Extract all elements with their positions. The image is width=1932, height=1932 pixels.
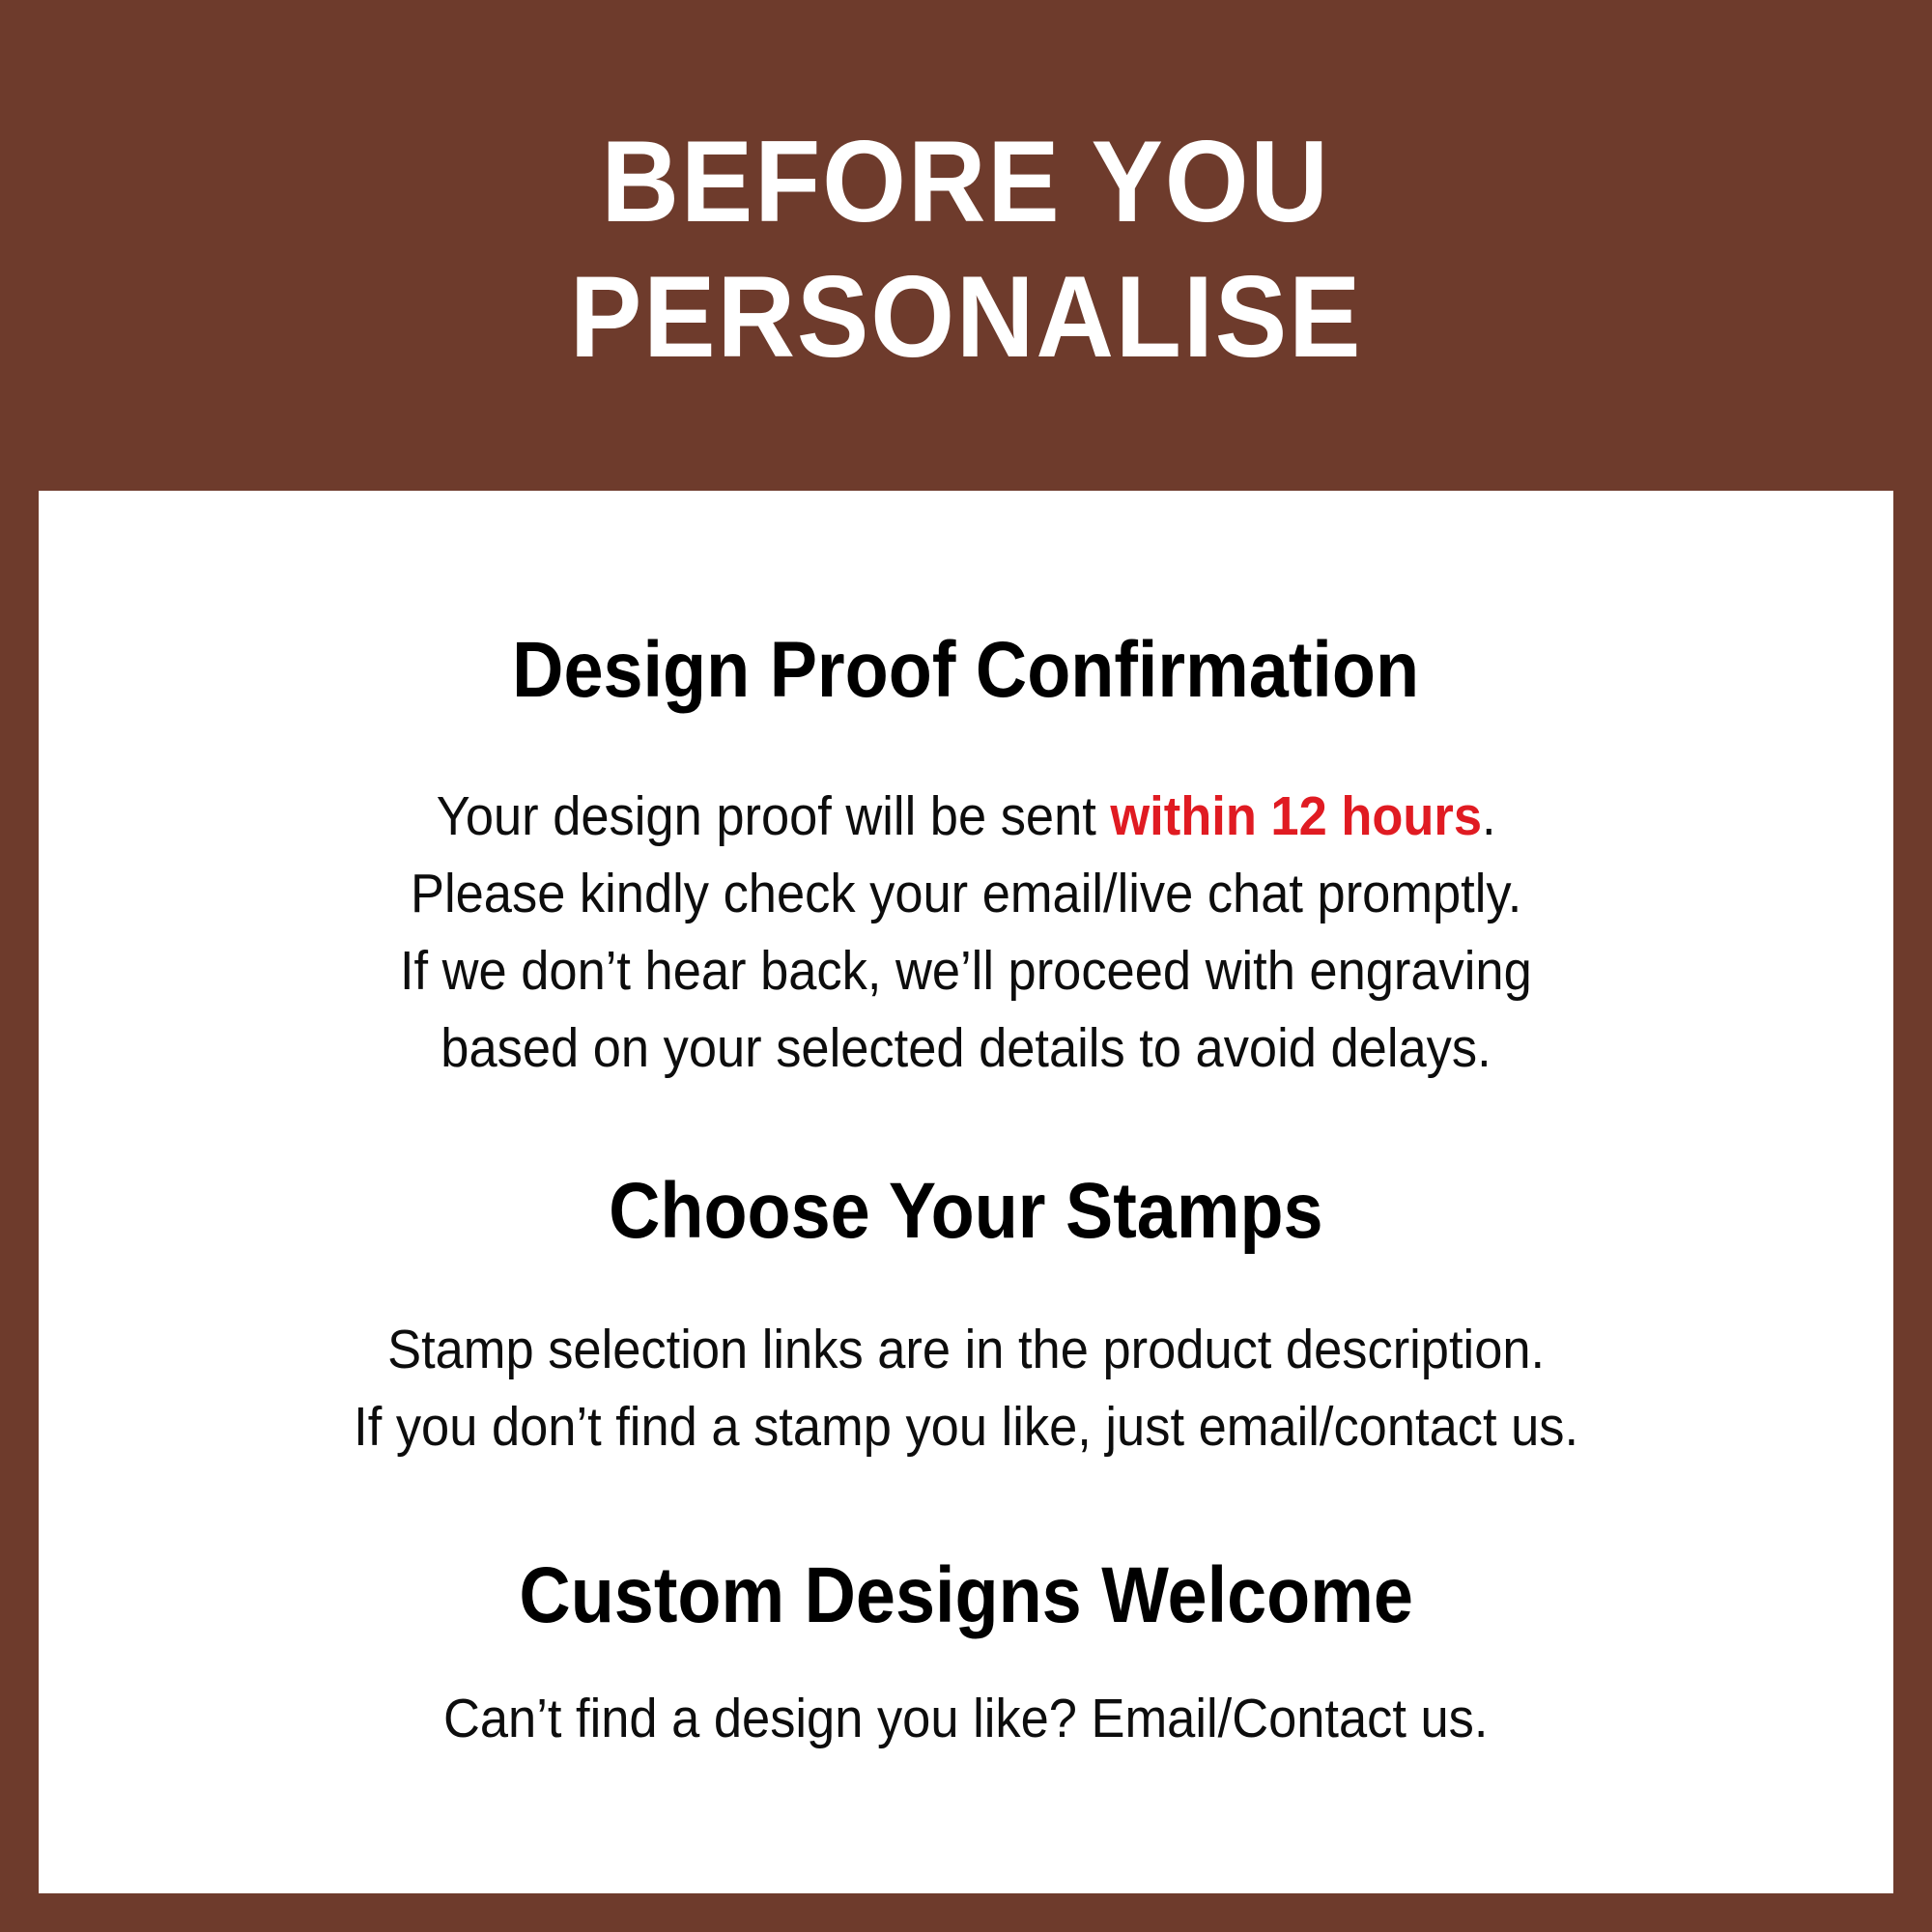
body-line: Can’t find a design you like? Email/Contact us.: [443, 1688, 1489, 1749]
design-proof-body: [39, 778, 1893, 1087]
title-line-2: PERSONALISE: [569, 252, 1363, 382]
body-line-prefix: Your design proof will be sent: [436, 785, 1111, 847]
choose-stamps-heading: [39, 1167, 1893, 1255]
body-line: Please kindly check your email/live chat promptly.: [410, 863, 1522, 924]
custom-designs-body: [39, 1680, 1893, 1757]
body-line-mixed: [437, 778, 1496, 855]
content-card: [39, 491, 1893, 1893]
highlight-within-12-hours: within 12 hours: [1110, 785, 1482, 847]
section-custom-designs: [39, 1551, 1893, 1757]
design-proof-heading-text: Design Proof Confirmation: [512, 626, 1420, 714]
custom-designs-heading: [39, 1551, 1893, 1639]
section-choose-stamps: [39, 1167, 1893, 1465]
body-line-suffix: .: [1481, 785, 1496, 847]
choose-stamps-heading-text: Choose Your Stamps: [609, 1167, 1323, 1255]
title-line-1: BEFORE YOU: [601, 117, 1331, 246]
body-line: If we don’t hear back, we’ll proceed with engraving: [400, 940, 1532, 1002]
custom-designs-heading-text: Custom Designs Welcome: [519, 1551, 1413, 1639]
section-design-proof: [39, 626, 1893, 1087]
body-line: [39, 778, 1893, 855]
design-proof-heading: [39, 626, 1893, 714]
poster-title: [0, 114, 1932, 384]
body-line: Stamp selection links are in the product description.: [386, 1319, 1546, 1380]
body-line: based on your selected details to avoid delays.: [440, 1017, 1492, 1079]
choose-stamps-body: [39, 1311, 1893, 1465]
body-line: If you don’t find a stamp you like, just email/contact us.: [354, 1396, 1578, 1458]
